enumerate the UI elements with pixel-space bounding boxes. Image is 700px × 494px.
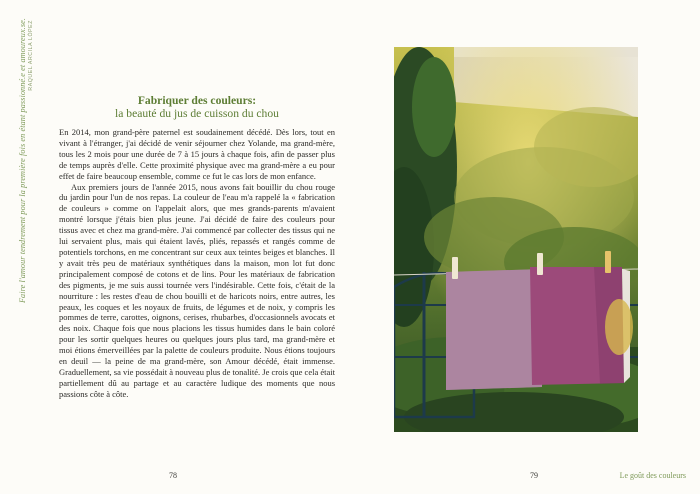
title-line-1: Fabriquer des couleurs: [137,94,257,107]
title-line-2: la beauté du jus de cuisson du chou [115,107,279,120]
photo-dyed-fabrics [394,47,638,432]
photo-illustration [394,47,638,432]
paragraph-1: En 2014, mon grand-père paternel est soudainement décédé. Dès lors, tout en vivant à l'étranger, j'ai décidé de venir séjourner chez Yolande, ma grand-mère, tous les 2 mois pour une durée de 7 à 15 jours à chaque fois, afin de passer plus de temps auprès d'elle. Cette proximité physique avec ma grand-mère a eu pour effet de faire beaucoup ensemble, comme ce fut le cas lors de mon enfance. [59,127,335,181]
body-text [59,127,335,400]
right-page [350,0,700,494]
running-head: Le goût des couleurs [619,471,686,480]
side-quote-text: Faire l'amour tendrement pour la première fois en étant passionné.e et amoureux.se. [18,18,27,304]
side-author [20,20,34,140]
page-number-left: 78 [169,471,177,480]
page-number-right: 79 [530,471,538,480]
paragraph-2: Aux premiers jours de l'année 2015, nous avons fait bouillir du chou rouge du jardin pour l'un de nos repas. La couleur de l'eau m'a rappelé la « fabrication de couleurs » comme on l'appelait alors, que mes grands-parents m'avaient montré lorsque j'étais bien plus jeune. J'ai décidé de faire des couleurs pour tissus avec et chez ma grand-mère. J'ai commencé par collecter des tissus qui ne lui servaient plus, mais qui étaient lavés, pliés, repassés et rangés comme de potentiels torchons, en me concentrant sur ceux aux teintes beiges et blanches. Il y avait très peu de matériaux synthétiques dans la maison, mon lot fut donc principalement composé de cotons et de lins. Pour les matériaux de fabrication des pigments, je me suis aussi tournée vers l'indésirable. Cette fois, c'était de la nourriture : les restes d'eau de chou bouilli et de haricots noirs, entre autres, les peaux, les coques et les noyaux de fruits, de légumes et de noix, y compris les pommes de terre, carottes, oignons, cerises, rhubarbes, d'occasionnels avocats et des noix. Chaque fois que nous placions les tissus humides dans le bain coloré pour les sortir quelques heures ou quelques jours plus tard, ma grand-mère et moi étions émerveillées par la palette de couleurs produite. Nous étions toujours en deuil — la peine de ma grand-mère, son Amour décédé, était immense. Graduellement, sa vie possédait à nouveau plus de tonalité. Je crois que cela était partiellement dû au partage et au caractère ludique des moments que nous passions côte à côte. [59,181,335,399]
side-author-text: RAQUEL ARCILA LÓPEZ [28,20,34,91]
chapter-title [60,94,334,120]
